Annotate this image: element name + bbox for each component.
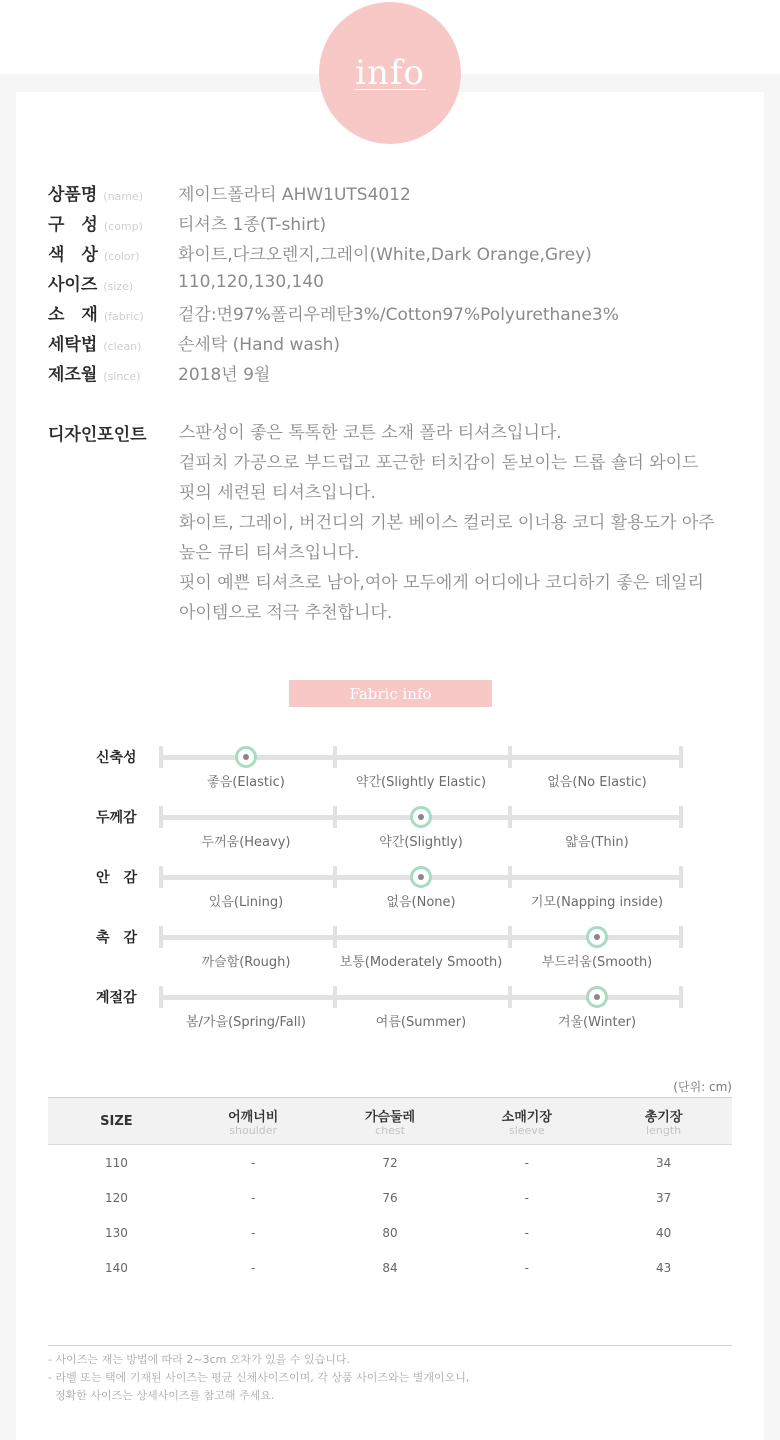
scale-tick	[159, 926, 163, 948]
table-cell: -	[524, 1225, 529, 1240]
note-line: - 라벨 또는 택에 기재된 사이즈는 평균 신체사이즈이며, 각 상품 사이즈와는 별개이오니,	[48, 1371, 470, 1384]
table-cell: -	[251, 1155, 256, 1170]
table-row	[48, 1180, 732, 1215]
spec-key-en: (since)	[103, 369, 141, 383]
spec-row-color	[48, 239, 592, 265]
scale-tick	[159, 986, 163, 1008]
table-cell: -	[524, 1190, 529, 1205]
design-line: 핏이 예쁜 티셔츠로 남아,여아 모두에게 어디에나 코디하기 좋은 데일리	[179, 573, 704, 593]
fabric-info-title	[289, 680, 492, 707]
size-table	[48, 1097, 732, 1285]
spec-key-en: (name)	[103, 189, 144, 203]
spec-value: 티셔츠 1종(T-shirt)	[178, 214, 327, 235]
spec-key-en: (size)	[103, 279, 134, 293]
scale-tick	[508, 746, 512, 768]
scale-option: 여름(Summer)	[375, 1015, 467, 1030]
scale-tick	[159, 746, 163, 768]
column-header: 가슴둘레 chest	[364, 1109, 416, 1137]
spec-row-name	[48, 179, 411, 205]
spec-value: 손세탁 (Hand wash)	[178, 334, 341, 355]
design-line: 화이트, 그레이, 버건디의 기본 베이스 컬러로 이너용 코디 활용도가 아주	[179, 513, 715, 533]
scale-tick	[159, 866, 163, 888]
column-header: 총기장 length	[644, 1109, 683, 1137]
scale-tick	[679, 926, 683, 948]
design-line: 아이템으로 적극 추천합니다.	[179, 603, 393, 623]
table-cell: -	[524, 1260, 529, 1275]
column-header: SIZE	[100, 1113, 133, 1129]
spec-key: 소 재	[48, 304, 98, 325]
notes-divider	[48, 1345, 732, 1346]
spec-key-en: (comp)	[103, 219, 143, 233]
spec-key: 구 성	[48, 214, 98, 235]
scale-option: 겨울(Winter)	[557, 1015, 637, 1030]
spec-row-fabric	[48, 299, 619, 325]
table-cell: 43	[655, 1260, 672, 1275]
scale-option: 보통(Moderately Smooth)	[339, 955, 503, 970]
scale-tick	[508, 926, 512, 948]
design-line: 핏의 세련된 티셔츠입니다.	[179, 483, 376, 503]
column-header: 소매기장 sleeve	[501, 1109, 552, 1137]
table-cell: -	[251, 1190, 256, 1205]
table-cell: 34	[655, 1155, 672, 1170]
table-cell: 72	[382, 1155, 398, 1170]
spec-key: 제조월	[48, 364, 98, 385]
design-point-label: 디자인포인트	[48, 425, 147, 445]
scale-tick	[508, 866, 512, 888]
scale-option: 얇음(Thin)	[565, 835, 629, 850]
table-cell: 80	[382, 1225, 398, 1240]
size-notes	[48, 1351, 469, 1405]
scale-option: 기모(Napping inside)	[530, 895, 664, 910]
size-unit: (단위: cm)	[673, 1080, 732, 1094]
table-cell: 110	[104, 1155, 128, 1170]
table-row	[48, 1250, 732, 1285]
scale-tick	[679, 866, 683, 888]
scale-tick	[679, 746, 683, 768]
scale-tick	[333, 746, 337, 768]
scale-selected-marker	[586, 926, 608, 948]
table-cell: 120	[104, 1190, 128, 1205]
scale-tick	[679, 806, 683, 828]
scale-option: 있음(Lining)	[208, 895, 284, 910]
scale-tick	[508, 806, 512, 828]
spec-key: 상품명	[48, 184, 98, 205]
scale-tick	[333, 986, 337, 1008]
spec-value: 2018년 9월	[178, 364, 271, 385]
scale-option: 봄/가을(Spring/Fall)	[185, 1015, 306, 1030]
scale-tick	[159, 806, 163, 828]
spec-key: 색 상	[48, 244, 98, 265]
table-row	[48, 1215, 732, 1250]
scale-option: 없음(No Elastic)	[547, 775, 647, 790]
spec-value: 110,120,130,140	[178, 272, 325, 292]
table-cell: 140	[104, 1260, 128, 1275]
scale-label: 두께감	[96, 810, 137, 826]
spec-row-clean	[48, 329, 340, 355]
note-line: 정확한 사이즈는 상세사이즈를 참고해 주세요.	[48, 1389, 275, 1402]
note-line: - 사이즈는 재는 방법에 따라 2~3cm 오차가 있을 수 있습니다.	[48, 1353, 351, 1366]
scale-selected-marker	[410, 866, 432, 888]
design-line: 높은 큐티 티셔츠입니다.	[179, 543, 360, 563]
table-cell: 76	[382, 1190, 398, 1205]
scale-tick	[679, 986, 683, 1008]
spec-value: 제이드폴라티 AHW1UTS4012	[178, 184, 411, 205]
scale-selected-marker	[586, 986, 608, 1008]
spec-row-comp	[48, 209, 326, 235]
design-line: 겉피치 가공으로 부드럽고 포근한 터치감이 돋보이는 드롭 숄더 와이드	[179, 453, 699, 473]
scale-label: 안 감	[96, 870, 138, 886]
scale-option: 없음(None)	[386, 895, 456, 910]
scale-option: 약간(Slightly)	[379, 835, 463, 850]
info-title: info	[355, 53, 425, 93]
spec-key-en: (color)	[103, 249, 140, 263]
info-badge	[319, 2, 461, 144]
scale-option: 약간(Slightly Elastic)	[355, 775, 487, 790]
scale-tick	[333, 866, 337, 888]
scale-selected-marker	[235, 746, 257, 768]
fabric-info-title-text: Fabric info	[349, 684, 432, 703]
spec-key: 세탁법	[48, 334, 98, 355]
table-cell: 40	[655, 1225, 672, 1240]
table-row	[48, 1145, 732, 1180]
spec-row-since	[48, 359, 270, 385]
spec-key-en: (fabric)	[103, 309, 144, 323]
spec-value: 겉감:면97%폴리우레탄3%/Cotton97%Polyurethane3%	[178, 304, 619, 325]
table-cell: -	[524, 1155, 529, 1170]
scale-tick	[508, 986, 512, 1008]
spec-value: 화이트,다크오렌지,그레이(White,Dark Orange,Grey)	[178, 244, 592, 265]
scale-label: 계절감	[96, 990, 137, 1006]
table-cell: -	[251, 1260, 256, 1275]
table-cell: -	[251, 1225, 256, 1240]
scale-option: 좋음(Elastic)	[207, 775, 285, 790]
spec-key: 사이즈	[48, 274, 98, 295]
scale-tick	[333, 926, 337, 948]
scale-tick	[333, 806, 337, 828]
scale-option: 부드러움(Smooth)	[541, 955, 653, 970]
spec-key-en: (clean)	[103, 339, 142, 353]
scale-label: 신축성	[96, 750, 137, 766]
scale-selected-marker	[410, 806, 432, 828]
design-line: 스판성이 좋은 톡톡한 코튼 소재 폴라 티셔츠입니다.	[179, 423, 562, 443]
spec-row-size	[48, 269, 324, 295]
scale-label: 촉 감	[96, 930, 138, 946]
table-cell: 84	[382, 1260, 398, 1275]
table-cell: 37	[655, 1190, 672, 1205]
table-cell: 130	[104, 1225, 128, 1240]
column-header: 어깨너비 shoulder	[228, 1109, 279, 1137]
table-header	[48, 1098, 732, 1145]
design-point-text	[179, 418, 769, 628]
scale-option: 까슬함(Rough)	[201, 955, 291, 970]
scale-option: 두꺼움(Heavy)	[201, 835, 291, 850]
